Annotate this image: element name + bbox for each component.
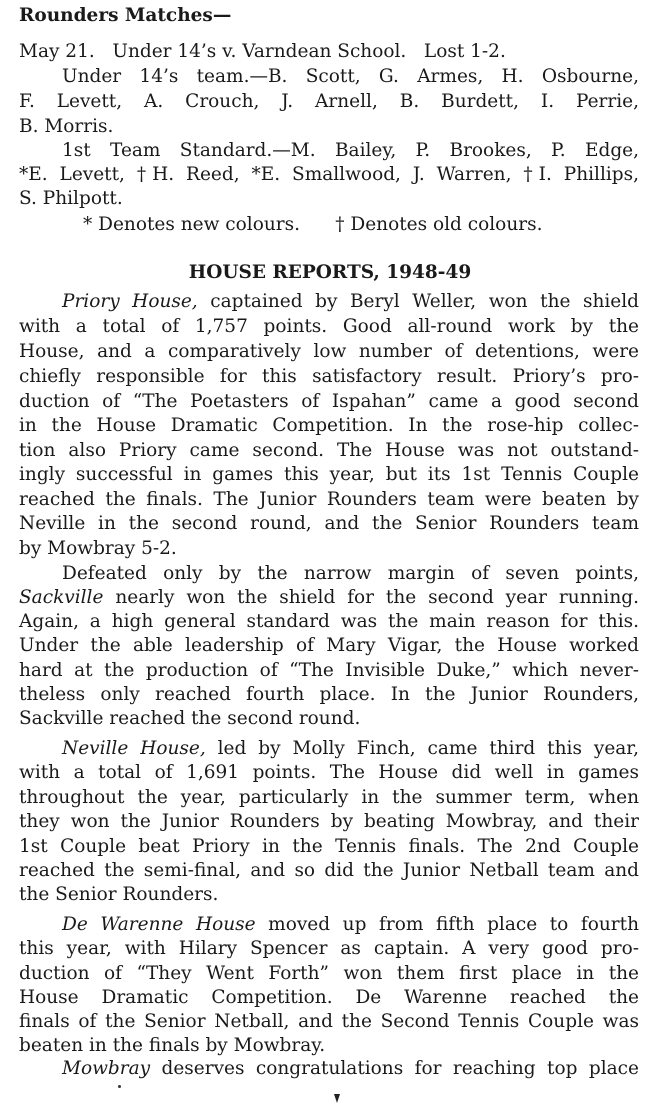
dewarenne-line: duction of “They Went Forth” won them first place in the <box>19 963 639 984</box>
dewarenne-line: beaten in the finals by Mowbray. <box>19 1035 326 1056</box>
sackville-line: Again, a high general standard was the main reason for this. <box>19 611 639 632</box>
sackville-line: Sackville nearly won the shield for the second year running. <box>19 587 639 608</box>
first-team-line: *E. Levett, †H. Reed, *E. Smallwood, J. Warren, †I. Phillips, <box>19 164 639 185</box>
priory-line: Priory House, captained by Beryl Weller, won the shield <box>62 291 640 312</box>
ink-speck <box>118 1085 121 1088</box>
neville-line: Neville House, led by Molly Finch, came third this year, <box>62 738 639 759</box>
first-team-line: S. Philpott. <box>19 188 123 209</box>
sackville-line: theless only reached fourth place. In the Junior Rounders, <box>19 684 639 705</box>
section-title: HOUSE REPORTS, 1948-49 <box>188 262 472 283</box>
neville-line: with a total of 1,691 points. The House did well in games <box>19 762 639 783</box>
house-name: Neville House, <box>62 738 206 759</box>
priory-line: with a total of 1,757 points. Good all-round work by the <box>19 316 639 337</box>
neville-line: throughout the year, particularly in the summer term, when <box>19 787 639 808</box>
colours-note: * Denotes new colours. † Denotes old colours. <box>83 214 543 235</box>
priory-line: reached the finals. The Junior Rounders team were beaten by <box>19 489 639 510</box>
u14-team-line: B. Morris. <box>19 116 114 137</box>
dewarenne-line: House Dramatic Competition. De Warenne reached the <box>19 987 639 1008</box>
neville-line: they won the Junior Rounders by beating Mowbray, and their <box>19 811 639 832</box>
priory-line: Neville in the second round, and the Senior Rounders team <box>19 513 639 534</box>
dewarenne-line: finals of the Senior Netball, and the Second Tennis Couple was <box>19 1011 639 1032</box>
match-result: May 21. Under 14’s v. Varndean School. Lost 1-2. <box>19 41 506 62</box>
house-name: Sackville <box>19 587 104 608</box>
sackville-line: Sackville reached the second round. <box>19 708 361 729</box>
u14-team-line: F. Levett, A. Crouch, J. Arnell, B. Burdett, I. Perrie, <box>19 91 639 112</box>
priory-line: chiefly responsible for this satisfactory result. Priory’s pro- <box>19 366 639 387</box>
first-team-line: 1st Team Standard.—M. Bailey, P. Brookes, P. Edge, <box>62 140 639 161</box>
neville-line: the Senior Rounders. <box>19 884 219 905</box>
sackville-line: hard at the production of “The Invisible Duke,” which never- <box>19 660 639 681</box>
priory-line: tion also Priory came second. The House was not outstand- <box>19 440 639 461</box>
rounders-heading: Rounders Matches— <box>19 5 232 26</box>
dewarenne-line: De Warenne House moved up from fifth place to fourth <box>62 914 639 935</box>
page-marker <box>334 1094 340 1103</box>
neville-line: reached the semi-final, and so did the Junior Netball team and <box>19 860 639 881</box>
u14-team-line: Under 14’s team.—B. Scott, G. Armes, H. Osbourne, <box>62 66 639 87</box>
priory-line: in the House Dramatic Competition. In the rose-hip collec- <box>19 415 639 436</box>
house-name: Priory House, <box>62 291 198 312</box>
neville-line: 1st Couple beat Priory in the Tennis finals. The 2nd Couple <box>19 836 639 857</box>
house-name: De Warenne House <box>62 914 256 935</box>
priory-line: duction of “The Poetasters of Ispahan” came a good second <box>19 391 639 412</box>
priory-line: by Mowbray 5-2. <box>19 538 177 559</box>
priory-line: House, and a comparatively low number of detentions, were <box>19 341 639 362</box>
sackville-line: Defeated only by the narrow margin of seven points, <box>62 563 639 584</box>
priory-line: ingly successful in games this year, but its 1st Tennis Couple <box>19 464 639 485</box>
house-name: Mowbray <box>62 1058 151 1079</box>
sackville-line: Under the able leadership of Mary Vigar, the House worked <box>19 635 639 656</box>
mowbray-line: Mowbray deserves congratulations for reaching top place <box>62 1058 639 1079</box>
dewarenne-line: this year, with Hilary Spencer as captain. A very good pro- <box>19 938 639 959</box>
